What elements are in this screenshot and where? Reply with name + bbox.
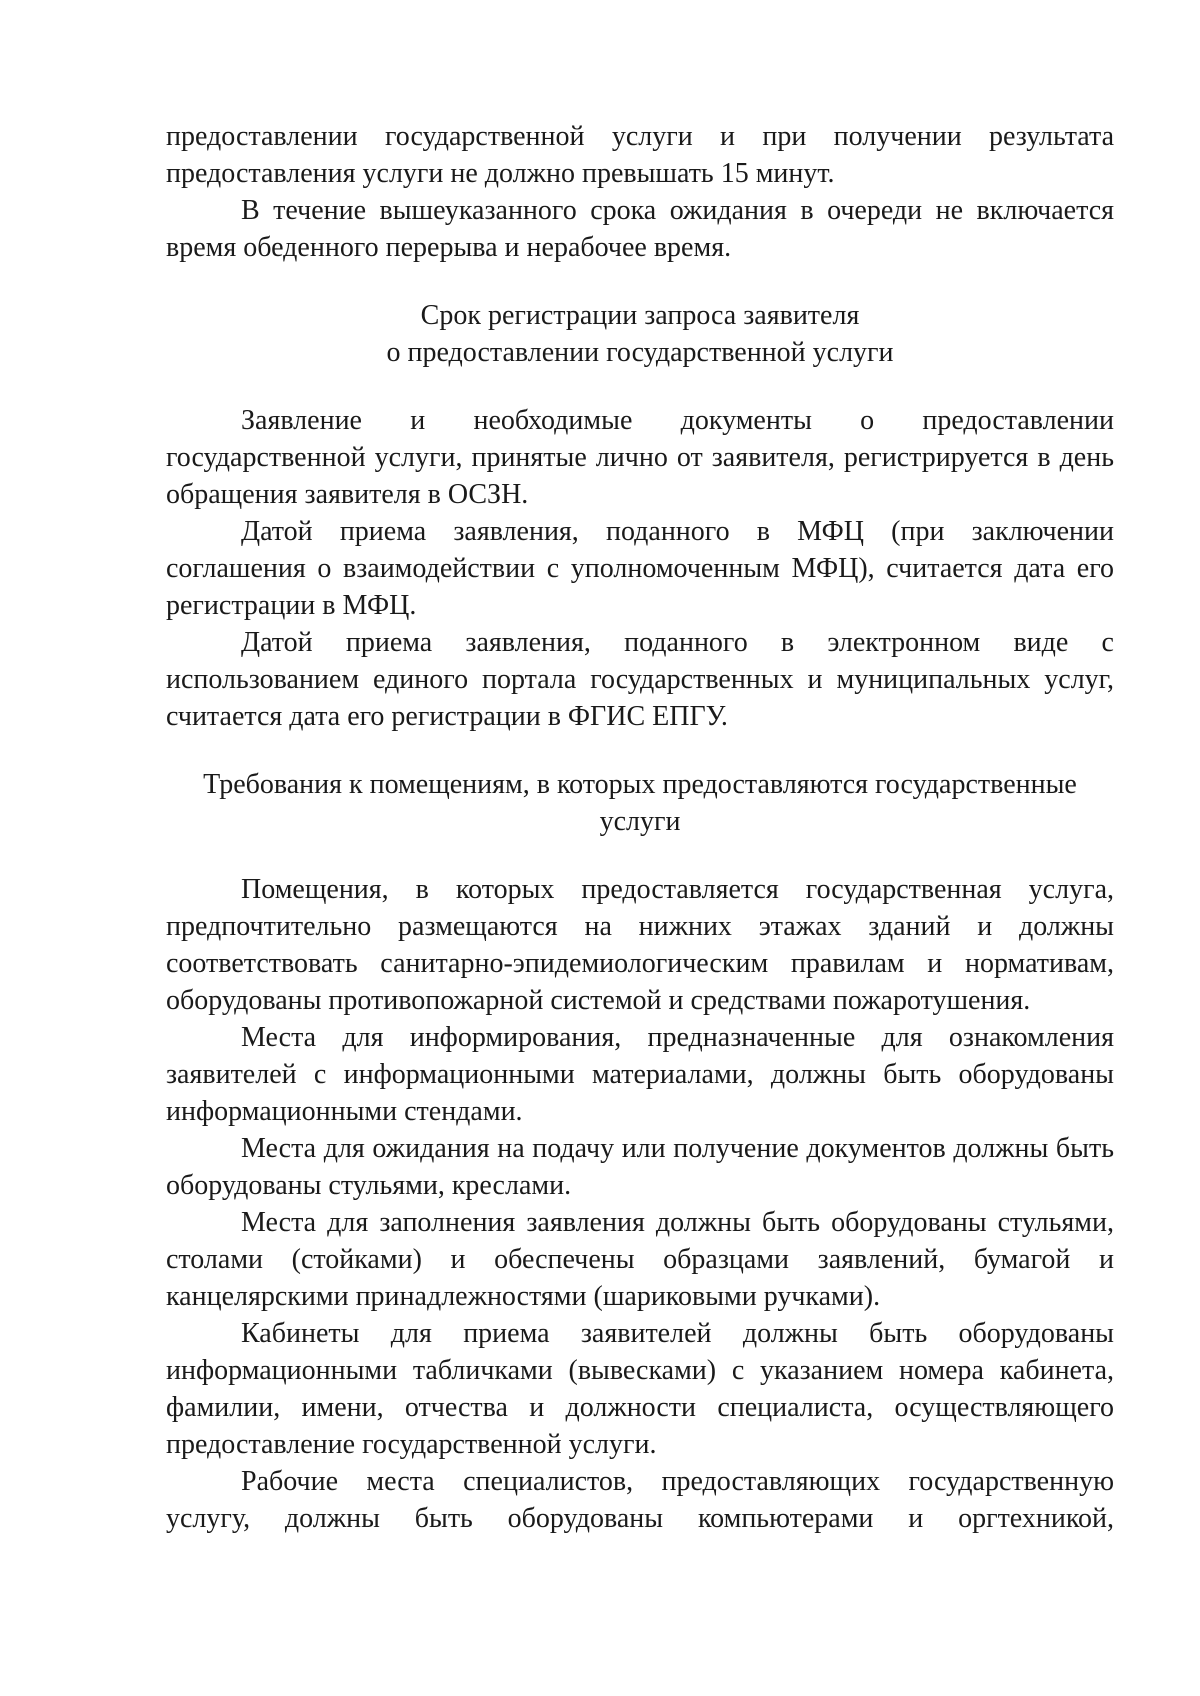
paragraph: Места для заполнения заявления должны быть оборудованы стульями, столами (стойками) и обеспечены образцами заявлений, бумагой и канцелярскими принадлежностями (шариковыми ручками).	[166, 1207, 1114, 1312]
section-heading-registration	[166, 297, 1114, 371]
section-heading-premises	[166, 766, 1114, 840]
paragraph: Датой приема заявления, поданного в электронном виде с использованием единого портала государственных и муниципальных услуг, считается дата его регистрации в ФГИС ЕПГУ.	[166, 627, 1114, 732]
section-body-premises	[166, 871, 1114, 1537]
paragraph: Кабинеты для приема заявителей должны быть оборудованы информационными табличками (вывесками) с указанием номера кабинета, фамилии, имени, отчества и должности специалиста, осуществляющего предоставление государственной услуги.	[166, 1318, 1114, 1460]
heading-line: услуги	[599, 806, 681, 837]
wait-exclusion-paragraph: В течение вышеуказанного срока ожидания в очереди не включается время обеденного перерыва и нерабочее время.	[166, 195, 1114, 263]
paragraph: Помещения, в которых предоставляется государственная услуга, предпочтительно размещаются на нижних этажах зданий и должны соответствовать санитарно-эпидемиологическим правилам и нормативам, оборудованы противопожарной системой и средствами пожаротушения.	[166, 874, 1114, 1016]
paragraph: Рабочие места специалистов, предоставляющих государственную услугу, должны быть оборудованы компьютерами и оргтехникой,	[166, 1466, 1114, 1534]
continuation-paragraph: предоставлении государственной услуги и при получении результата предоставления услуги не должно превышать 15 минут.	[166, 121, 1114, 189]
page-content	[166, 118, 1114, 1537]
heading-line: Требования к помещениям, в которых предоставляются государственные	[203, 769, 1077, 800]
paragraph: Места для информирования, предназначенные для ознакомления заявителей с информационными материалами, должны быть оборудованы информационными стендами.	[166, 1022, 1114, 1127]
paragraph: Заявление и необходимые документы о предоставлении государственной услуги, принятые лично от заявителя, регистрируется в день обращения заявителя в ОСЗН.	[166, 405, 1114, 510]
paragraph: Места для ожидания на подачу или получение документов должны быть оборудованы стульями, креслами.	[166, 1133, 1114, 1201]
heading-line: о предоставлении государственной услуги	[386, 337, 894, 368]
paragraph: Датой приема заявления, поданного в МФЦ (при заключении соглашения о взаимодействии с уполномоченным МФЦ), считается дата его регистрации в МФЦ.	[166, 516, 1114, 621]
heading-line: Срок регистрации запроса заявителя	[420, 300, 860, 331]
section-body-registration	[166, 402, 1114, 735]
